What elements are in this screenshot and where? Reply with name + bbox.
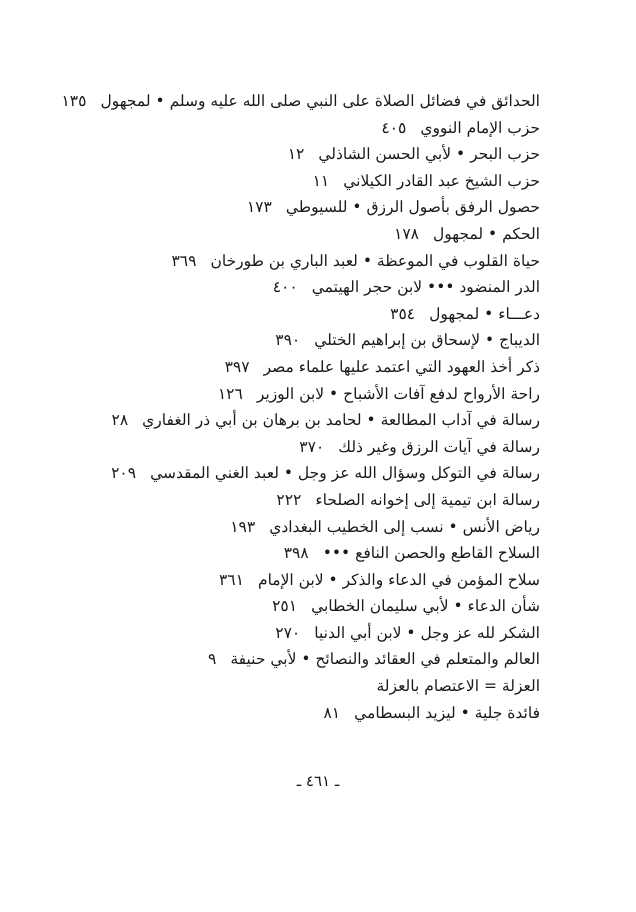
index-entry (60, 620, 540, 647)
entry-title: حصول الرفق بأصول الرزق • للسيوطي (285, 198, 540, 217)
entry-page-number: ١٣٥ (61, 92, 87, 110)
entry-title: الديباج • لإسحاق بن إبراهيم الختلي (314, 331, 540, 350)
entry-page-number: ٣٩٨ (283, 544, 309, 563)
index-entry (60, 327, 540, 354)
index-entry (60, 673, 540, 700)
entry-page-number: ٣٧٠ (299, 437, 325, 456)
entry-title: رسالة في آداب المطالعة • لحامد بن برهان بن أبي ذر الغفاري (142, 411, 540, 430)
entry-page-number: ٣٥٤ (390, 304, 416, 323)
entry-title: العزلة = الاعتصام بالعزلة (376, 677, 540, 696)
entry-page-number: ٤٠٥ (381, 118, 407, 137)
index-entry (60, 194, 540, 221)
index-entry (60, 700, 540, 727)
entry-title: ذكر أخذ العهود التي اعتمد عليها علماء مصر (263, 357, 540, 376)
entry-title: الحكم • لمجهول (432, 224, 540, 243)
index-entry (60, 381, 540, 408)
entry-page-number: ٣٩٠ (275, 331, 301, 350)
index-entry (60, 514, 540, 541)
entry-title: فائدة جلية • ليزيد البسطامي (354, 703, 540, 722)
entry-title: رسالة في آيات الرزق وغير ذلك (338, 437, 540, 456)
index-entry (60, 434, 540, 461)
index-entry (60, 168, 540, 195)
entry-title: حزب الإمام النووي (420, 118, 540, 137)
entry-title: العالم والمتعلم في العقائد والنصائح • لأبي حنيفة (230, 650, 540, 669)
page-number: ـ ٤٦١ ـ (296, 772, 340, 790)
entry-title: حياة القلوب في الموعظة • لعبد الباري بن طورخان (210, 251, 540, 270)
index-entry (60, 407, 540, 434)
entry-page-number: ١٢ (287, 145, 305, 164)
entry-page-number: ٢٨ (111, 411, 129, 430)
index-entry (60, 274, 540, 301)
entry-title: سلاح المؤمن في الدعاء والذكر • لابن الإمام (257, 570, 540, 589)
entry-page-number: ٢٥١ (272, 597, 298, 616)
entry-page-number: ٢٧٠ (275, 623, 301, 642)
entry-title: دعـــاء • لمجهول (429, 304, 540, 323)
index-entry (60, 540, 540, 567)
entry-title: رسالة في التوكل وسؤال الله عز وجل • لعبد الغني المقدسي (150, 464, 540, 483)
index-entry (60, 567, 540, 594)
entry-page-number: ١٧٨ (394, 224, 419, 243)
entry-page-number: ٢٢٢ (276, 490, 302, 509)
entry-title: حزب البحر • لأبي الحسن الشاذلي (318, 145, 540, 164)
index-entry (60, 248, 540, 275)
entry-page-number: ٨١ (323, 703, 341, 722)
entry-title: شأن الدعاء • لأبي سليمان الخطابي (311, 597, 540, 616)
entry-title: الحدائق في فضائل الصلاة على النبي صلى الله عليه وسلم • لمجهول (100, 92, 540, 110)
index-entry (60, 646, 540, 673)
entry-page-number: ١١ (312, 171, 330, 190)
entry-page-number: ٩ (208, 650, 217, 669)
entry-title: الشكر لله عز وجل • لابن أبي الدنيا (314, 623, 540, 642)
index-entry (60, 301, 540, 328)
index-entry (60, 487, 540, 514)
entry-title: راحة الأرواح لدفع آفات الأشباح • لابن الوزير (256, 384, 540, 403)
entry-title: الدر المنضود ••• لابن حجر الهيتمي (311, 278, 540, 297)
entry-title: السلاح القاطع والحصن النافع ••• (322, 544, 540, 563)
index-entry (60, 88, 540, 115)
entry-title: حزب الشيخ عبد القادر الكيلاني (343, 171, 540, 190)
entry-page-number: ١٧٣ (246, 198, 272, 217)
entry-page-number: ٣٦٩ (171, 251, 197, 270)
entry-page-number: ٢٠٩ (111, 464, 137, 483)
index-entry (60, 460, 540, 487)
entry-page-number: ١٩٣ (230, 517, 256, 536)
index-entry (60, 593, 540, 620)
index-entry (60, 141, 540, 168)
entry-page-number: ١٢٦ (217, 384, 243, 403)
index-entry (60, 115, 540, 142)
entry-page-number: ٣٩٧ (224, 357, 250, 376)
entry-page-number: ٤٠٠ (272, 278, 298, 297)
entry-page-number: ٣٦١ (218, 570, 244, 589)
entry-title: رسالة ابن تيمية إلى إخوانه الصلحاء (315, 490, 540, 509)
entry-title: رياض الأنس • نسب إلى الخطيب البغدادي (269, 517, 540, 536)
index-list (60, 88, 540, 726)
index-entry (60, 354, 540, 381)
index-entry (60, 221, 540, 248)
